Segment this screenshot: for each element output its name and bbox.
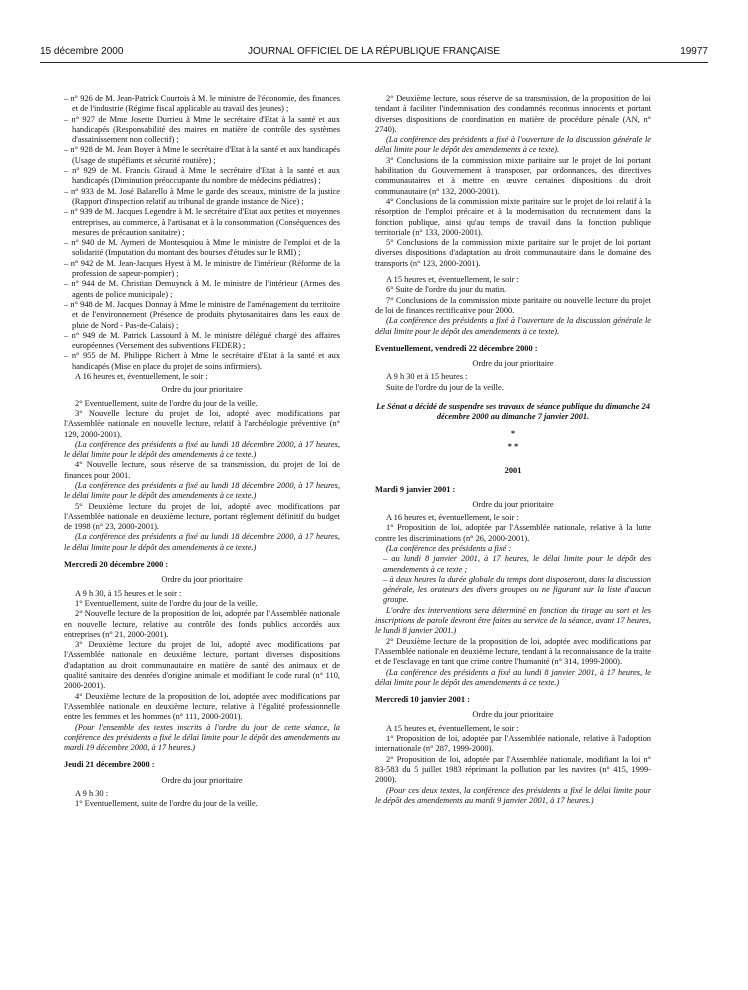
day-heading: Jeudi 21 décembre 2000 : — [64, 760, 155, 770]
agenda-item: 5° Conclusions de la commission mixte paritaire sur le projet de loi portant diverses dispositions d'adaptation au droit communautaire dans le domaine des transports (n° 123, 2000-2001). — [375, 238, 651, 268]
agenda-item: 7° Conclusions de la commission mixte paritaire ou nouvelle lecture du projet de loi de finances rectificative pour 2000. — [375, 295, 651, 315]
conference-note: L'ordre des interventions sera déterminé en fonction du tirage au sort et les inscriptions de parole devront être faites au service de la séance, avant 17 heures, le lundi 8 janvier 2001.) — [375, 605, 651, 636]
question-item: – n° 927 de Mme Josette Durrieu à Mme le secrétaire d'Etat à la santé et aux handicapés (Responsabilité des maires en matière de contrôle des systèmes d'assainissement non collectif) ; — [64, 115, 340, 146]
day-heading: Mercredi 20 décembre 2000 : — [64, 560, 169, 570]
agenda-item: 1° Eventuellement, suite de l'ordre du jour de la veille. — [75, 799, 258, 809]
separator-stars: * * — [507, 441, 519, 451]
agenda-item: 4° Deuxième lecture de la proposition de loi, adoptée avec modifications par l'Assemblée nationale en deuxième lecture, relative à l'égalité professionnelle entre les femmes et les hommes (n° 111, 2000-2001). — [64, 691, 340, 722]
ordre-du-jour-title: Ordre du jour prioritaire — [472, 499, 554, 509]
suspension-notice: Le Sénat a décidé de suspendre ses travaux de séance publique du dimanche 24 décembre 2000 au dimanche 7 janvier 2001. — [376, 402, 650, 422]
ordre-du-jour-title: Ordre du jour prioritaire — [472, 359, 554, 369]
agenda-item: 2° Deuxième lecture de la proposition de loi, adoptée avec modifications par l'Assemblée nationale en deuxième lecture, tendant à la reconnaissance de la traite et de l'esclavage en tant que crime contre l'humanité (n° 314, 1999-2000). — [375, 636, 651, 667]
page-header — [40, 46, 708, 62]
question-item: – n° 955 de M. Philippe Richert à Mme le secrétaire d'Etat à la santé et aux handicapés (Mise en place du projet de soins infirmiers). — [64, 351, 340, 372]
question-item: – n° 928 de M. Jean Boyer à Mme le secrétaire d'Etat à la santé et aux handicapés (Usage de stupéfiants et sécurité routière) ; — [64, 145, 340, 166]
agenda-item: 2° Nouvelle lecture de la proposition de loi, adoptée par l'Assemblée nationale en nouvelle lecture, relative au contrôle des fonds publics accordés aux entreprises (n° 21, 2000-2001). — [64, 609, 340, 639]
agenda-item: 1° Proposition de loi, adoptée par l'Assemblée nationale, relative à la lutte contre les discriminations (n° 26, 2000-2001). — [375, 523, 651, 543]
question-item: – n° 949 de M. Patrick Lassourd à M. le ministre délégué chargé des affaires européennes (Versement des subventions FEDER) ; — [64, 331, 340, 352]
agenda-item: 3° Deuxième lecture du projet de loi, adopté avec modifications par l'Assemblée nationale en deuxième lecture, portant diverses dispositions d'adaptation au droit communautaire en matière de santé des animaux et de qualité sanitaire des denrées d'origine animale et modifiant le code rural (n° 110, 2000-2001). — [64, 640, 340, 691]
conference-note: (La conférence des présidents a fixé au lundi 18 décembre 2000, à 17 heures, le délai limite pour le dépôt des amendements à ce texte.) — [64, 480, 340, 501]
agenda-item: 5° Deuxième lecture du projet de loi, adopté avec modifications par l'Assemblée nationale en deuxième lecture, portant règlement définitif du budget de 1998 (n° 23, 2000-2001). — [64, 501, 340, 532]
conference-note: (La conférence des présidents a fixé à l'ouverture de la discussion générale le délai limite pour le dépôt des amendements à ce texte). — [375, 316, 651, 336]
question-item: – n° 926 de M. Jean-Patrick Courtois à M. le ministre de l'économie, des finances et de l'industrie (Régime fiscal applicable au travail des jeunes) ; — [64, 94, 340, 115]
agenda-item: 3° Conclusions de la commission mixte paritaire sur le projet de loi portant habilitation du Gouvernement à transposer, par ordonnances, des directives communautaires et à mettre en œuvre certaines dispositions du droit communautaire (n° 132, 2000-2001). — [375, 155, 651, 196]
conference-note: (La conférence des présidents a fixé au lundi 18 décembre 2000, à 17 heures, le délai limite pour le dépôt des amendements à ce texte.) — [64, 439, 340, 460]
ordre-du-jour-title: Ordre du jour prioritaire — [161, 575, 243, 585]
time-line: A 16 heures et, éventuellement, le soir : — [386, 513, 519, 523]
question-item: – n° 929 de M. Francis Giraud à Mme le secrétaire d'Etat à la santé et aux handicapés (Diminution préoccupante du nombre de médecins pédiatres) ; — [64, 166, 340, 187]
right-column — [375, 94, 651, 806]
soir-line: A 16 heures et, éventuellement, le soir : — [75, 372, 208, 382]
conference-note-item: – au lundi 8 janvier 2001, à 17 heures, le délai limite pour le dépôt des amendements à ce texte ; — [383, 554, 651, 574]
conference-note: (La conférence des présidents a fixé au lundi 8 janvier 2001, à 17 heures, le délai limite pour le dépôt des amendements à ce texte.) — [375, 667, 651, 687]
conference-note: (La conférence des présidents a fixé : — [386, 543, 512, 553]
agenda-item: 3° Nouvelle lecture du projet de loi, adopté avec modifications par l'Assemblée nationale en nouvelle lecture, relatif à l'archéologie préventive (n° 129, 2000-2001). — [64, 408, 340, 439]
left-column — [64, 94, 340, 810]
agenda-item: Suite de l'ordre du jour de la veille. — [386, 382, 504, 392]
page-number: 19977 — [680, 46, 708, 57]
agenda-item: 6° Suite de l'ordre du jour du matin. — [386, 285, 507, 295]
question-item: – n° 940 de M. Aymeri de Montesquiou à Mme le ministre de l'emploi et de la solidarité (Imputation du montant des bourses d'études sur le RMI) ; — [64, 238, 340, 259]
day-heading: Eventuellement, vendredi 22 décembre 2000 : — [375, 343, 538, 353]
day-heading: Mardi 9 janvier 2001 : — [375, 484, 456, 494]
ordre-du-jour-title: Ordre du jour prioritaire — [472, 710, 554, 720]
conference-note: (La conférence des présidents a fixé au lundi 18 décembre 2000, à 17 heures, le délai limite pour le dépôt des amendements à ce texte.) — [64, 532, 340, 552]
agenda-item: 2° Deuxième lecture, sous réserve de sa transmission, de la proposition de loi tendant à faciliter l'indemnisation des condamnés reconnus innocents et portant diverses dispositions de coordination en matière de procédure pénale (AN, n° 2740). — [375, 94, 651, 134]
separator-star: * — [510, 428, 516, 438]
questions-list — [64, 94, 340, 372]
day-heading: Mercredi 10 janvier 2001 : — [375, 695, 470, 705]
time-line: A 15 heures et, éventuellement, le soir : — [386, 723, 519, 733]
agenda-item: 1° Proposition de loi, adoptée par l'Assemblée nationale, relative à l'adoption internationale (n° 287, 1999-2000). — [375, 734, 651, 754]
time-line: A 15 heures et, éventuellement, le soir : — [386, 275, 519, 285]
conference-note-item: – à deux heures la durée globale du temps dont disposeront, dans la discussion générale, les orateurs des divers groupes ou ne figurant sur la liste d'aucun groupe. — [383, 574, 651, 605]
agenda-item: 4° Nouvelle lecture, sous réserve de sa transmission, du projet de loi de finances pour 2001. — [64, 460, 340, 480]
agenda-item: 1° Eventuellement, suite de l'ordre du jour de la veille. — [75, 598, 258, 608]
header-rule — [40, 62, 708, 63]
question-item: – n° 933 de M. José Balarello à Mme le garde des sceaux, ministre de la justice (Rapport d'inspection relatif au tribunal de grande instance de Nice) ; — [64, 187, 340, 208]
question-item: – n° 942 de M. Jean-Jacques Hyest à M. le ministre de l'intérieur (Réforme de la profession de sapeur-pompier) ; — [64, 259, 340, 280]
issue-date: 15 décembre 2000 — [40, 46, 124, 57]
question-item: – n° 948 de M. Jacques Donnay à Mme le ministre de l'aménagement du territoire et de l'environnement (Présence de produits phytosanitaires dans les eaux de pluie de Nord - Pas-de-Calais) ; — [64, 300, 340, 331]
time-line: A 9 h 30 et à 15 heures : — [386, 372, 468, 382]
journal-title: JOURNAL OFFICIEL DE LA RÉPUBLIQUE FRANÇAISE — [247, 46, 501, 57]
ordre-du-jour-title: Ordre du jour prioritaire — [161, 385, 243, 395]
year-heading: 2001 — [504, 466, 522, 476]
agenda-item: 4° Conclusions de la commission mixte paritaire sur le projet de loi relatif à la résorption de l'emploi précaire et à la modernisation du recrutement dans la fonction publique, ainsi qu'au temps de travail dans la fonction publique territoriale (n° 133, 2000-2001). — [375, 196, 651, 237]
time-line: A 9 h 30 : — [75, 789, 109, 798]
agenda-item: 2° Proposition de loi, adoptée par l'Assemblée nationale, modifiant la loi n° 83-583 du 5 juillet 1983 réprimant la pollution par les navires (n° 415, 1999-2000). — [375, 754, 651, 785]
question-item: – n° 939 de M. Jacques Legendre à M. le secrétaire d'Etat aux petites et moyennes entreprises, au commerce, à l'artisanat et à la consommation (Conséquences des mesures de précaution sanitaire) ; — [64, 207, 340, 238]
conference-note: (La conférence des présidents a fixé à l'ouverture de la discussion générale le délai limite pour le dépôt des amendements à ce texte). — [375, 135, 651, 155]
conference-note: (Pour l'ensemble des textes inscrits à l'ordre du jour de cette séance, la conférence des présidents a fixé le délai limite pour le dépôt des amendements au mardi 19 décembre 2000, à 17 heures.) — [64, 722, 340, 753]
agenda-item: 2° Eventuellement, suite de l'ordre du jour de la veille. — [75, 398, 258, 408]
ordre-du-jour-title: Ordre du jour prioritaire — [161, 775, 243, 785]
time-line: A 9 h 30, à 15 heures et le soir : — [75, 588, 182, 598]
question-item: – n° 944 de M. Christian Demuynck à M. le ministre de l'intérieur (Armes des agents de police municipale) ; — [64, 279, 340, 300]
conference-note: (Pour ces deux textes, la conférence des présidents a fixé le délai limite pour le dépôt des amendements au mardi 9 janvier 2001, à 17 heures.) — [375, 785, 651, 805]
